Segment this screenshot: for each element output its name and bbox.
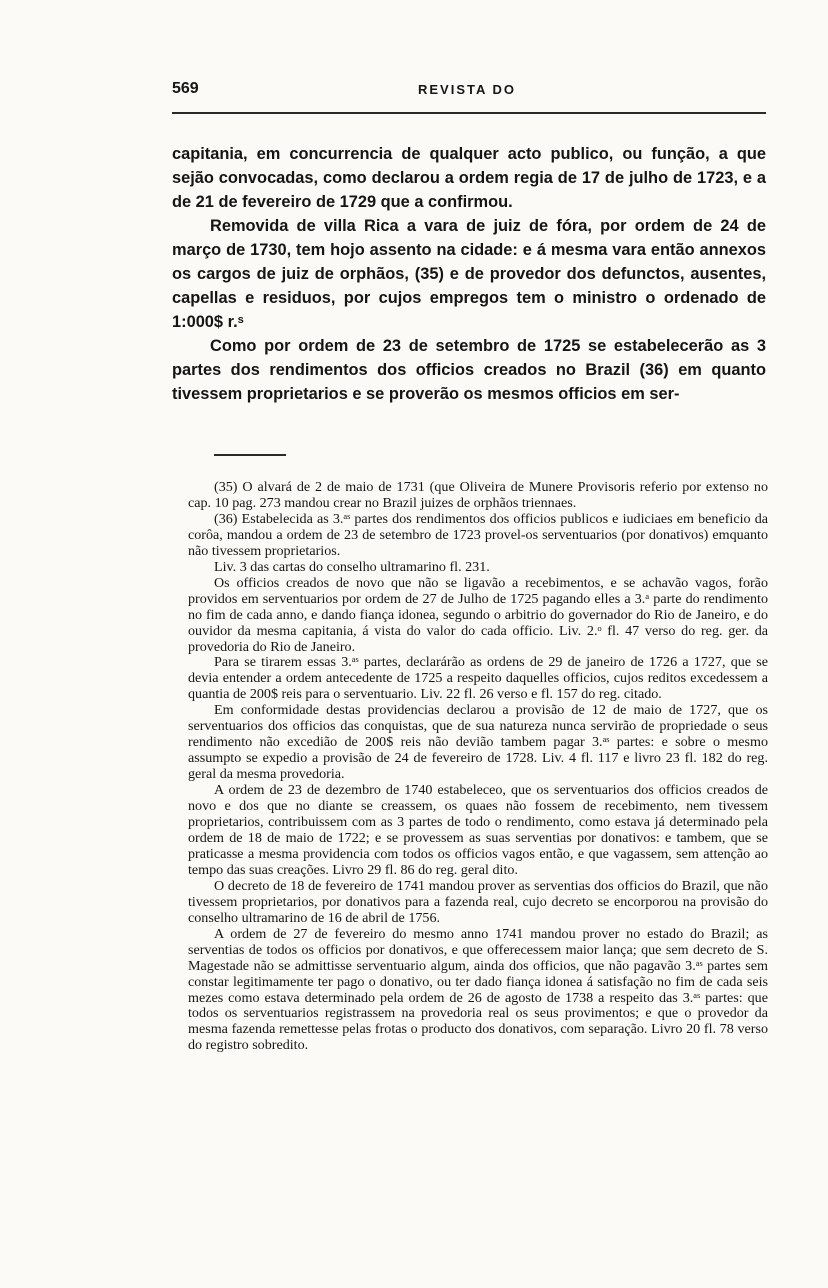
main-text — [172, 142, 766, 406]
footnotes — [188, 480, 768, 1054]
footnote-35: (35) O alvará de 2 de maio de 1731 (que Oliveira de Munere Provisoris referio por extenso no cap. 10 pag. 273 mandou crear no Brazil juizes de orphãos triennaes. — [188, 479, 768, 511]
footnote-separator — [214, 454, 286, 456]
footnote-paragraph: Em conformidade destas providencias declarou a provisão de 12 de maio de 1727, que os serventuarios dos officios das conquistas, que de sua natureza nunca servirão de propriedade o seus rendimento não excedião de 200$ reis não devião tambem pagar 3.ᵃˢ partes: e sobre o mesmo assumpto se expedio a provisão de 24 de fevereiro de 1728. Liv. 4 fl. 117 e livro 23 fl. 182 do reg. geral da mesma provedoria. — [188, 702, 768, 783]
journal-title: REVISTA DO — [417, 82, 516, 97]
page-number: 569 — [172, 80, 199, 97]
running-head — [172, 80, 762, 106]
footnote-36: (36) Estabelecida as 3.ᵃˢ partes dos rendimentos dos officios publicos e iudiciaes em beneficio da corôa, mandou a ordem de 23 de setembro de 1723 provel-os serventuarios (por donativos) emquanto não tivessem proprietarios. — [188, 510, 768, 559]
footnote-paragraph: Os officios creados de novo que não se ligavão a recebimentos, e se achavão vagos, forão providos em serventuarios por ordem de 27 de Julho de 1725 pagando elles a 3.ᵃ parte do rendimento no fim de cada anno, e dando fiança idonea, segundo o arbitrio do governador do Rio de Janeiro, e do ouvidor da mesma capitania, á vista do valor do cada officio. Liv. 2.ᵒ fl. 47 verso do reg. ger. da provedoria do Rio de Janeiro. — [188, 574, 768, 655]
body-paragraph: Removida de villa Rica a vara de juiz de fóra, por ordem de 24 de março de 1730, tem hojo assento na cidade: e á mesma vara então annexos os cargos de juiz de orphãos, (35) e de provedor dos defunctos, ausentes, capellas e residuos, por cujos empregos tem o ministro o ordenado de 1:000$ r.ˢ — [172, 217, 766, 331]
header-rule — [172, 112, 766, 114]
body-paragraph: capitania, em concurrencia de qualquer acto publico, ou função, a que sejão convocadas, como declarou a ordem regia de 17 de julho de 1723, e a de 21 de fevereiro de 1729 que a confirmou. — [172, 145, 766, 211]
footnote-paragraph: Liv. 3 das cartas do conselho ultramarino fl. 231. — [214, 558, 490, 575]
body-paragraph: Como por ordem de 23 de setembro de 1725 se estabelecerão as 3 partes dos rendimentos dos officios creados no Brazil (36) em quanto tivessem proprietarios e se proverão os mesmos officios em ser- — [172, 337, 766, 403]
footnote-paragraph: O decreto de 18 de fevereiro de 1741 mandou prover as serventias dos officios do Brazil, que não tivessem proprietarios, por donativos para a fazenda real, cujo decreto se encorporou na provisão do conselho ultramarino de 16 de abril de 1756. — [188, 877, 768, 926]
footnote-paragraph: A ordem de 27 de fevereiro do mesmo anno 1741 mandou prover no estado do Brazil; as serventias de todos os officios por donativos, e que offerecessem maior lança; que sem decreto de S. Magestade não se admittisse serventuario algum, ainda dos officios, que não pagavão 3.ᵃˢ partes sem constar legitimamente ter pago o donativo, ou ter dado fiança idonea á satisfação no fim de cada seis mezes como estava determinado pela ordem de 26 de agosto de 1738 a respeito das 3.ᵃˢ partes: que todos os serventuarios registrassem na provedoria real os seus provimentos; e que o provedor da mesma fazenda remettesse pelas frotas o producto dos donativos, com separação. Livro 20 fl. 78 verso do registro sobredito. — [188, 925, 768, 1054]
footnote-paragraph: A ordem de 23 de dezembro de 1740 estabeleceo, que os serventuarios dos officios creados de novo e dos que no diante se creassem, os quaes não fossem de recebimento, nem tivessem proprietarios, contribuissem com as 3 partes de todo o rendimento, como estava já determinado pela ordem de 18 de maio de 1722; e se provessem as suas serventias por donativos: e tambem, que se praticasse a mesma providencia com todos os officios vagos então, e que vagassem, sem attenção ao tempo das suas creações. Livro 29 fl. 86 do reg. geral dito. — [188, 782, 768, 878]
footnote-paragraph: Para se tirarem essas 3.ᵃˢ partes, declarárão as ordens de 29 de janeiro de 1726 a 1727, que se devia entender a ordem antecedente de 1725 a respeito daquelles officios, cujos reditos excedessem a quantia de 200$ reis para o serventuario. Liv. 22 fl. 26 verso e fl. 157 do reg. citado. — [188, 654, 768, 703]
